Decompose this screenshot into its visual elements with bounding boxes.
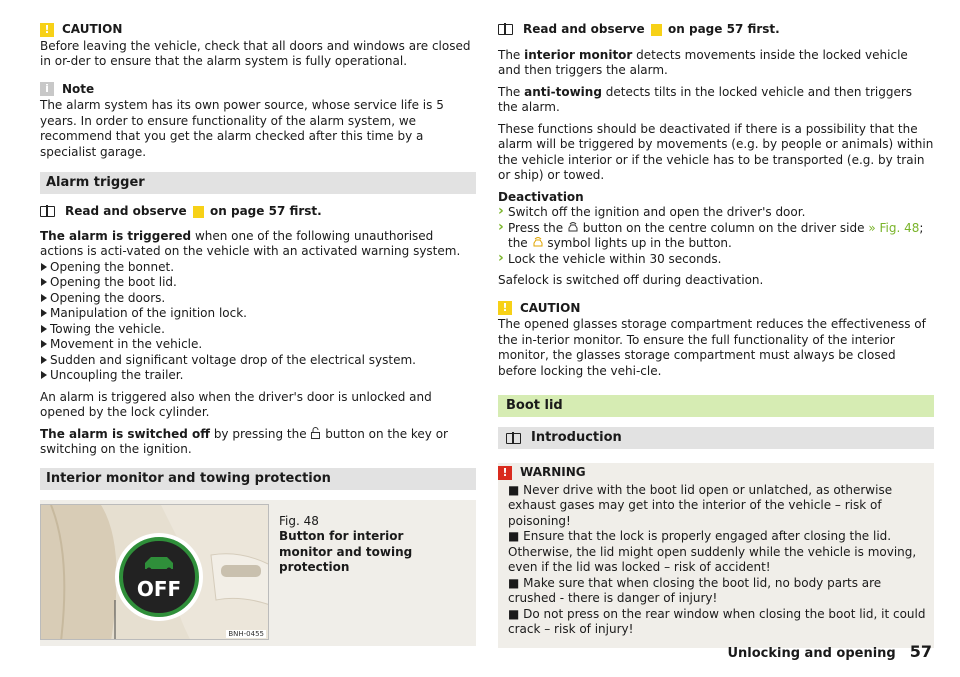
caution-icon: ! — [498, 301, 512, 315]
alarm-also-text: An alarm is triggered also when the driver's door is unlocked and opened by the lock cylinder. — [40, 389, 432, 419]
list-item: Opening the doors. — [40, 291, 476, 307]
book-icon — [40, 206, 55, 217]
warning-item: ■ Ensure that the lock is properly engaged after closing the lid. Otherwise, the lid might open suddenly while the vehicle is moving, even if the lid was locked – risk of accident! — [508, 529, 917, 574]
caution-label: CAUTION — [62, 22, 123, 36]
page-footer — [727, 644, 932, 662]
caution-inline-icon — [193, 206, 204, 218]
fig-48-link[interactable]: » Fig. 48 — [868, 220, 920, 235]
caution-inline-icon — [651, 24, 662, 36]
step-1: › Switch off the ignition and open the driver's door. — [498, 205, 934, 221]
note-text: The alarm system has its own power source, whose service life is 5 years. In order to ensure functionality of the alarm system, we recommend that you get the alarm checked after this time by a specialist garage. — [40, 98, 444, 159]
list-item: Sudden and significant voltage drop of the electrical system. — [40, 353, 476, 369]
deactivate-info-text: These functions should be deactivated if there is a possibility that the alarm will be triggered by movements (e.g. by people or animals) within the vehicle interior or if the vehicle has to be transported (e.g. by train or ship) or towed. — [498, 121, 934, 182]
caution-text: The opened glasses storage compartment reduces the effectiveness of the in-terior monitor. To ensure the full functionality of the interior monitor, the glasses storage compartment must always be closed before locking the vehi-cle. — [498, 317, 926, 378]
safelock-text: Safelock is switched off during deactivation. — [498, 273, 764, 287]
left-column — [40, 22, 476, 646]
step-3: › Lock the vehicle within 30 seconds. — [498, 252, 934, 268]
figure-caption-text: Button for interior monitor and towing protection — [279, 529, 413, 574]
figure-48 — [40, 500, 476, 646]
interior-heading: Interior monitor and towing protection — [40, 468, 476, 490]
list-item: Uncoupling the trailer. — [40, 368, 476, 384]
interior-monitor-icon-lit — [532, 237, 544, 248]
note-label: Note — [62, 81, 95, 96]
footer-title: Unlocking and opening — [727, 646, 896, 661]
warning-box — [498, 463, 934, 648]
list-item: Towing the vehicle. — [40, 322, 476, 338]
caution-text: Before leaving the vehicle, check that all doors and windows are closed in or-der to ensure that the alarm system is fully operational. — [40, 38, 471, 68]
boot-lid-heading: Boot lid — [498, 395, 934, 417]
interior-ref-line: Read and observe on page 57 first. — [498, 22, 934, 38]
interior-button-illustration — [41, 505, 269, 640]
right-column — [498, 22, 934, 648]
list-item: Movement in the vehicle. — [40, 337, 476, 353]
alarm-lead: The alarm is triggered when one of the following unauthorised actions is acti-vated on the vehicle with an activated warning system. — [40, 228, 461, 258]
note-icon: i — [40, 82, 54, 96]
book-icon — [498, 24, 513, 35]
warning-item: ■ Never drive with the boot lid open or unlatched, as otherwise exhaust gases may get into the interior of the vehicle – risk of poisoning! — [508, 482, 893, 528]
warning-header — [498, 465, 926, 481]
list-item: Manipulation of the ignition lock. — [40, 306, 476, 322]
caution-header — [498, 301, 934, 317]
page-number: 57 — [909, 642, 932, 661]
alarm-trigger-heading: Alarm trigger — [40, 172, 476, 194]
interior-monitor-icon — [567, 222, 579, 233]
alarm-ref-line: Read and observe on page 57 first. — [40, 204, 476, 220]
caution-header — [40, 22, 476, 38]
warning-item: ■ Do not press on the rear window when closing the boot lid, it could crack – risk of injury! — [508, 606, 926, 636]
book-icon — [506, 433, 521, 444]
deactivation-heading: Deactivation — [498, 189, 584, 204]
interior-monitor-text: The interior monitor detects movements inside the locked vehicle and then triggers the alarm. — [498, 47, 908, 77]
introduction-heading: Introduction — [498, 427, 934, 449]
alarm-off-text: The alarm is switched off by pressing the button on the key or switching on the ignition. — [40, 426, 448, 456]
warning-icon: ! — [498, 466, 512, 480]
list-item: Opening the bonnet. — [40, 260, 476, 276]
figure-image — [40, 504, 269, 640]
warning-label: WARNING — [520, 465, 586, 479]
figure-caption — [269, 500, 459, 646]
caution-label: CAUTION — [520, 300, 581, 315]
warning-item: ■ Make sure that when closing the boot lid, no body parts are crushed - there is danger of injury! — [508, 575, 882, 605]
note-header — [40, 82, 476, 98]
off-label: OFF — [136, 576, 182, 601]
figure-label: Fig. 48 — [279, 513, 319, 528]
list-item: Opening the boot lid. — [40, 275, 476, 291]
unlock-icon — [310, 427, 321, 439]
alarm-trigger-list — [40, 260, 476, 384]
caution-icon: ! — [40, 23, 54, 37]
anti-towing-text: The anti-towing detects tilts in the locked vehicle and then triggers the alarm. — [498, 84, 913, 114]
image-code: BNH-0455 — [228, 629, 264, 638]
step-2: › Press the button on the centre column on the driver side » Fig. 48; the symbol lights up in the button. — [498, 221, 934, 252]
